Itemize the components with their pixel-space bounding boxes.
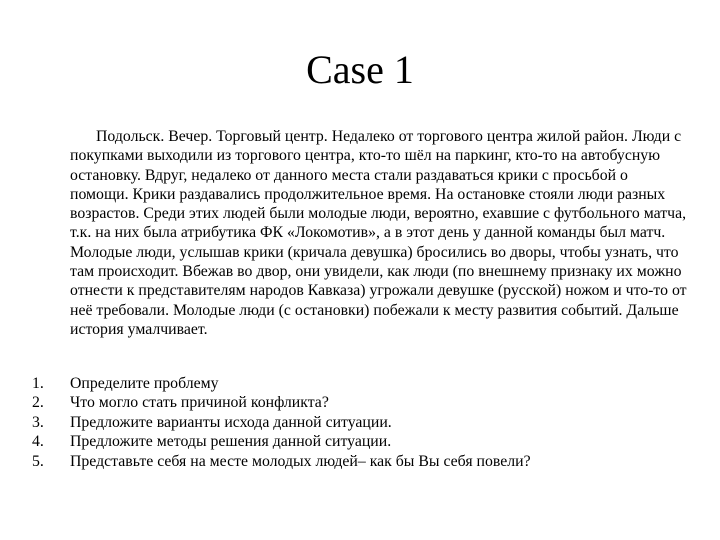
list-item-number: 5. [32,452,44,470]
list-item [32,374,692,393]
list-item [32,452,692,471]
questions-list [32,374,692,471]
list-item-text: Представьте себя на месте молодых людей– как бы Вы себя повели? [70,452,531,470]
list-item-text: Что могло стать причиной конфликта? [70,394,329,412]
slide-title: Case 1 [306,47,414,92]
list-item-text: Предложите варианты исхода данной ситуации. [70,413,392,431]
list-item-number: 2. [32,394,44,412]
list-item-number: 1. [32,375,44,392]
list-item [32,413,692,432]
list-item-number: 4. [32,433,44,451]
list-item-text: Предложите методы решения данной ситуации. [70,433,392,451]
list-item-text: Определите проблему [70,375,219,392]
list-item [32,393,692,412]
list-item [32,432,692,451]
case-story-paragraph: Подольск. Вечер. Торговый центр. Недалеко от торгового центра жилой район. Люди с покупками выходили из торгового центра, кто-то шёл на паркинг, кто-то на автобусную остановку. Вдруг, недалеко от данного места стали раздаваться крики с просьбой о помощи. Крики раздавались продолжительное время. На остановке стояли люди разных возрастов. Среди этих людей были молодые люди, вероятно, ехавшие с футбольного матча, т.к. на них была атрибутика ФК «Локомотив», а в этот день у данной команды был матч. Молодые люди, услышав крики (кричала девушка) бросились во дворы, чтобы узнать, что там происходит. Вбежав во двор, они увидели, как люди (по внешнему признаку их можно отнести к представителям народов Кавказа) угрожали девушке (русской) ножом и что-то от неё требовали. Молодые люди (с остановки) побежали к месту развития событий. Дальше история умалчивает. [70,128,687,338]
list-item-number: 3. [32,413,44,431]
